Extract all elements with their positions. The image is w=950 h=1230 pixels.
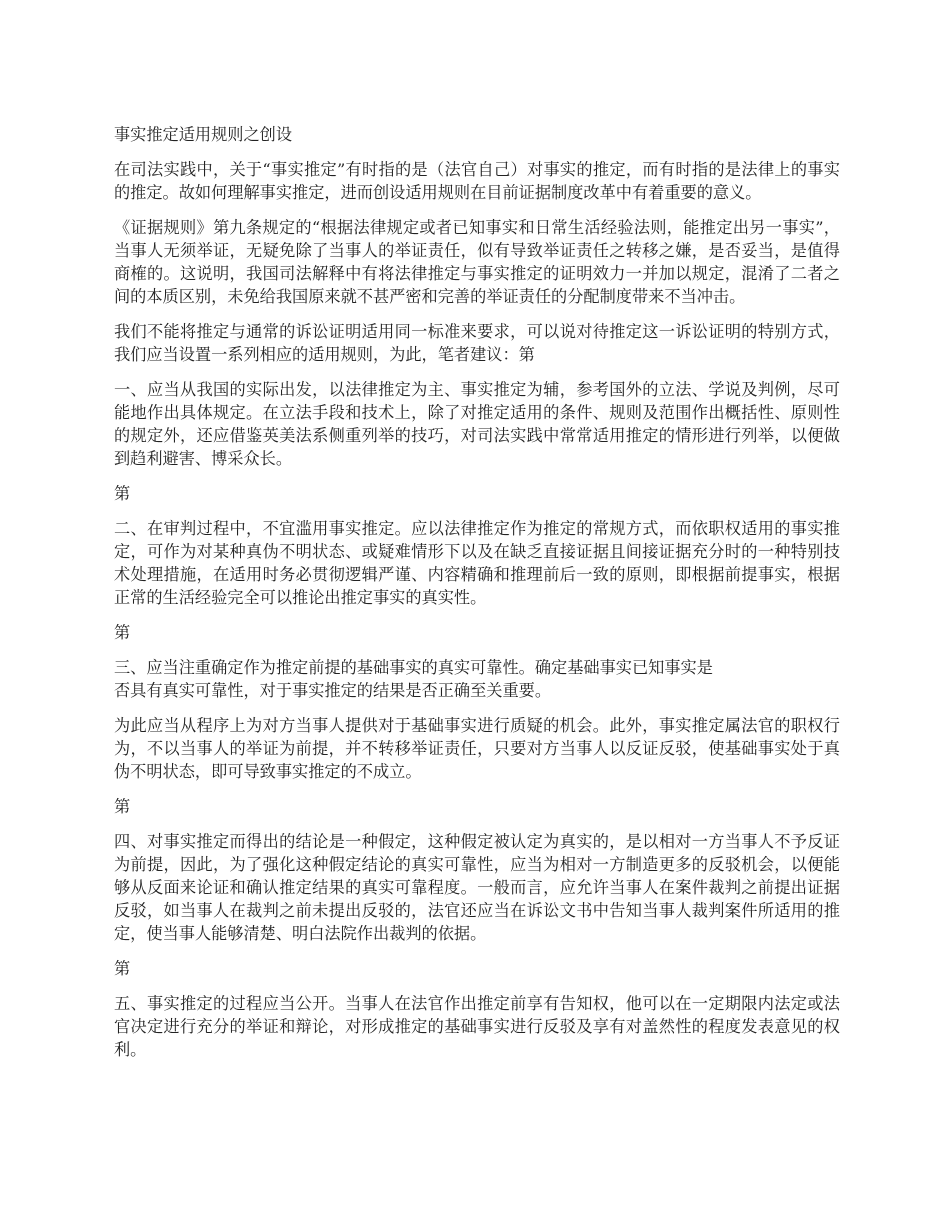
paragraph-suggestion-3-line-1: 三、应当注重确定作为推定前提的基础事实的真实可靠性。确定基础事实已知事实是 [114, 658, 713, 677]
paragraph-suggestion-3-line-2: 否具有真实可靠性，对于事实推定的结果是否正确至关重要。 [114, 681, 552, 700]
paragraph-suggestion-5: 五、事实推定的过程应当公开。当事人在法官作出推定前享有告知权，他可以在一定期限内法定或法官决定进行充分的举证和辩论，对形成推定的基础事实进行反驳及享有对盖然性的程度发表意见的权利。 [114, 994, 840, 1059]
paragraph-suggestion-lead: 我们不能将推定与通常的诉讼证明适用同一标准来要求，可以说对待推定这一诉讼证明的特别方式，我们应当设置一系列相应的适用规则，为此，笔者建议：第 [114, 322, 840, 364]
paragraph-evidence-rules: 《证据规则》第九条规定的“根据法律规定或者已知事实和日常生活经验法则，能推定出另一事实”，当事人无须举证，无疑免除了当事人的举证责任，似有导致举证责任之转移之嫌，是否妥当，是值得商榷的。这说明，我国司法解释中有将法律推定与事实推定的证明效力一并加以规定，混淆了二者之间的本质区别，未免给我国原来就不甚严密和完善的举证责任的分配制度带来不当冲击。 [114, 218, 840, 306]
document-title: 事实推定适用规则之创设 [114, 125, 293, 144]
ordinal-marker: 第 [114, 623, 131, 642]
ordinal-marker: 第 [114, 797, 131, 816]
document-page [114, 123, 840, 1073]
paragraph-suggestion-2: 二、在审判过程中，不宜滥用事实推定。应以法律推定作为推定的常规方式，而依职权适用的事实推定，可作为对某种真伪不明状态、或疑难情形下以及在缺乏直接证据且间接证据充分时的一种特别技术处理措施，在适用时务必贯彻逻辑严谨、内容精确和推理前后一致的原则，即根据前提事实，根据正常的生活经验完全可以推论出推定事实的真实性。 [114, 519, 840, 607]
paragraph-suggestion-4: 四、对事实推定而得出的结论是一种假定，这种假定被认定为真实的，是以相对一方当事人不予反证为前提，因此，为了强化这种假定结论的真实可靠性，应当为相对一方制造更多的反驳机会，以便能够从反面来论证和确认推定结果的真实可靠程度。一般而言，应允许当事人在案件裁判之前提出证据反驳，如当事人在裁判之前未提出反驳的，法官还应当在诉讼文书中告知当事人裁判案件所适用的推定，使当事人能够清楚、明白法院作出裁判的依据。 [114, 832, 840, 943]
ordinal-marker: 第 [114, 959, 131, 978]
paragraph-intro: 在司法实践中，关于“事实推定”有时指的是（法官自己）对事实的推定，而有时指的是法律上的事实的推定。故如何理解事实推定，进而创设适用规则在目前证据制度改革中有着重要的意义。 [114, 160, 840, 202]
ordinal-marker: 第 [114, 484, 131, 503]
paragraph-suggestion-3-detail: 为此应当从程序上为对方当事人提供对于基础事实进行质疑的机会。此外，事实推定属法官的职权行为，不以当事人的举证为前提，并不转移举证责任，只要对方当事人以反证反驳，使基础事实处于真伪不明状态，即可导致事实推定的不成立。 [114, 716, 840, 781]
paragraph-suggestion-1: 一、应当从我国的实际出发，以法律推定为主、事实推定为辅，参考国外的立法、学说及判例，尽可能地作出具体规定。在立法手段和技术上，除了对推定适用的条件、规则及范围作出概括性、原则性的规定外，还应借鉴英美法系侧重列举的技巧，对司法实践中常常适用推定的情形进行列举，以便做到趋利避害、博采众长。 [114, 380, 840, 468]
